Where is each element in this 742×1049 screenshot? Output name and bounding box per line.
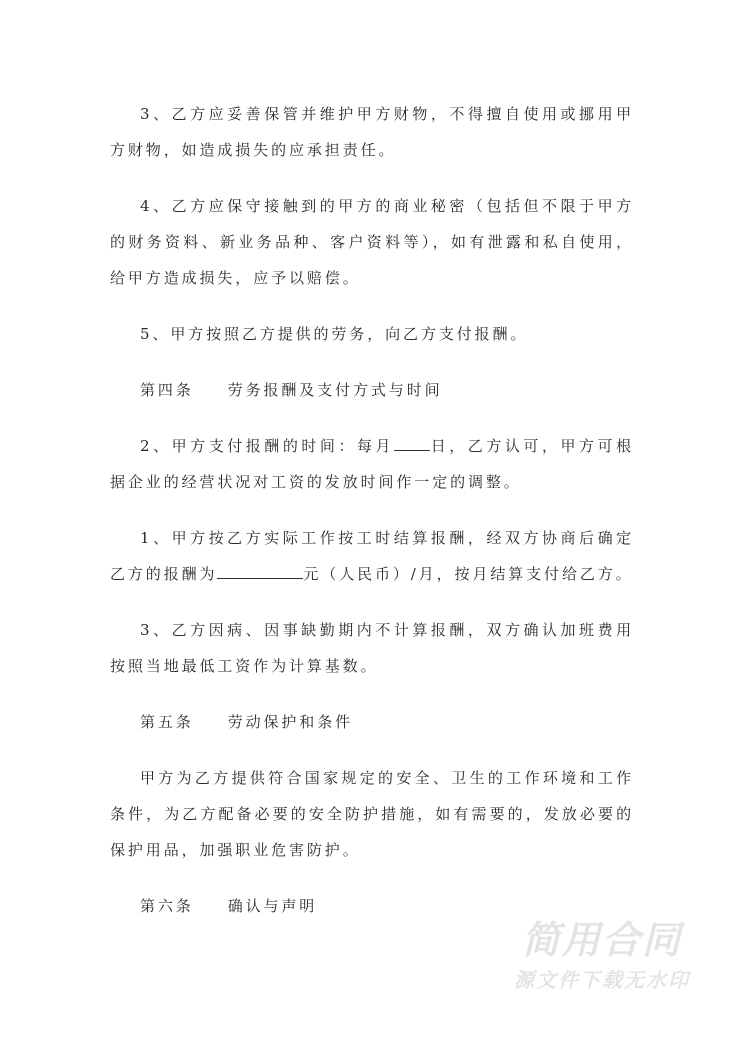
article-title: 劳务报酬及支付方式与时间 [227, 381, 443, 399]
article-title: 确认与声明 [227, 897, 318, 915]
document-body [110, 96, 634, 924]
clause-protection: 甲方为乙方提供符合国家规定的安全、卫生的工作环境和工作条件，为乙方配备必要的安全防护措施，如有需要的，发放必要的保护用品，加强职业危害防护。 [110, 769, 634, 859]
day-blank-field[interactable] [394, 436, 430, 451]
article-title: 劳动保护和条件 [227, 713, 354, 731]
article-4-heading [110, 372, 634, 408]
clause-pay-time: 2、甲方支付报酬的时间：每月 日，乙方认可，甲方可根据企业的经营状况对工资的发放时间作一定的调整。 [110, 437, 634, 491]
watermark [512, 918, 692, 994]
clause-absence: 3、乙方因病、因事缺勤期内不计算报酬，双方确认加班费用按照当地最低工资作为计算基数。 [110, 621, 634, 675]
clause-3-custody: 3、乙方应妥善保管并维护甲方财物，不得擅自使用或挪用甲方财物，如造成损失的应承担责任。 [110, 105, 634, 159]
amount-blank-field[interactable] [217, 564, 303, 579]
watermark-title: 简用合同 [521, 918, 682, 962]
article-label: 第四条 [140, 381, 194, 399]
article-label: 第五条 [140, 713, 194, 731]
article-label: 第六条 [140, 897, 194, 915]
clause-pay-amount: 1、甲方按乙方实际工作按工时结算报酬，经双方协商后确定乙方的报酬为 元（人民币）/月，按月结算支付给乙方。 [110, 529, 634, 583]
article-5-heading [110, 704, 634, 740]
clause-5-payment: 5、甲方按照乙方提供的劳务，向乙方支付报酬。 [140, 325, 529, 343]
watermark-subtitle: 源文件下载无水印 [514, 968, 690, 992]
clause-4-confidentiality: 4、乙方应保守接触到的甲方的商业秘密（包括但不限于甲方的财务资料、新业务品种、客户资料等），如有泄露和私自使用，给甲方造成损失，应予以赔偿。 [110, 197, 634, 287]
